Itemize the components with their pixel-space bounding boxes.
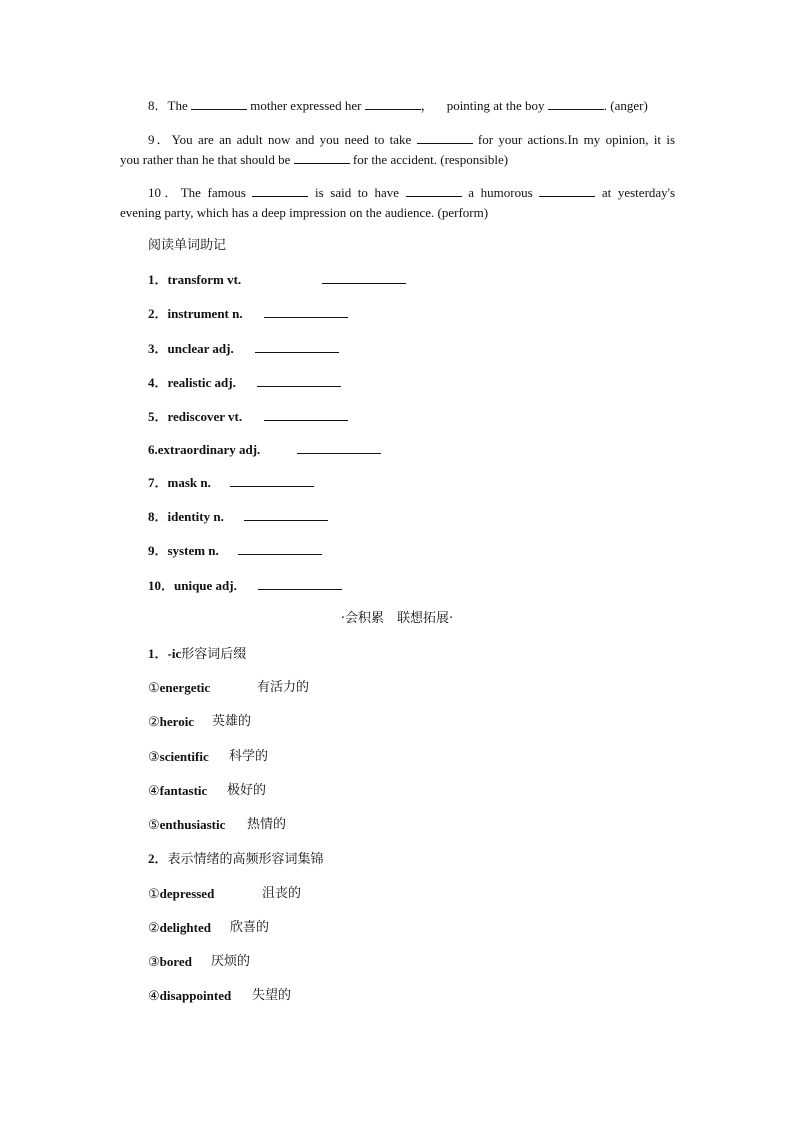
item-marker: ② (148, 714, 160, 729)
text-segment: a humorous (468, 185, 533, 200)
word-en: delighted (159, 920, 211, 935)
vocab-item (148, 441, 260, 458)
answer-blank[interactable] (406, 184, 462, 197)
word-en: depressed (159, 886, 215, 901)
word-item (148, 679, 310, 696)
word-zh: 极好的 (227, 783, 267, 798)
word-en: energetic (159, 680, 211, 695)
vocab-item (148, 340, 234, 357)
section-title: 阅读单词助记 (148, 238, 227, 253)
group-number: 2． (148, 851, 168, 866)
exercise-10-line-2 (120, 204, 488, 221)
vocab-item (148, 577, 237, 594)
text-segment: ， (420, 98, 434, 113)
center-heading: ·会积累 联想拓展· (340, 611, 454, 626)
word-en: disappointed (159, 988, 232, 1003)
word-zh: 有活力的 (257, 680, 310, 695)
answer-blank[interactable] (191, 97, 247, 110)
answer-blank[interactable] (322, 271, 406, 284)
text-segment: evening party, which has a deep impression on the audience. (perform) (120, 205, 489, 220)
word-item (148, 987, 292, 1004)
vocab-label: 3．unclear adj. (148, 341, 234, 356)
vocab-label: 8．identity n. (148, 509, 224, 524)
text-segment: You are an adult now and you need to take (171, 132, 412, 147)
text-segment: for the accident. (responsible) (352, 152, 509, 167)
word-en: enthusiastic (159, 817, 226, 832)
vocab-item (148, 508, 224, 525)
exercise-9-line-1 (120, 131, 675, 148)
text-segment: mother expressed her (250, 98, 362, 113)
vocab-label: 9．system n. (148, 543, 219, 558)
vocab-label: 6.extraordinary adj. (148, 442, 261, 457)
answer-blank[interactable] (365, 97, 421, 110)
answer-blank[interactable] (417, 131, 473, 144)
word-item (148, 748, 269, 765)
word-item (148, 919, 270, 936)
group-2-title (148, 850, 324, 868)
answer-blank[interactable] (264, 408, 348, 421)
item-marker: ⑤ (148, 817, 160, 832)
vocab-label: 2．instrument n. (148, 306, 243, 321)
text-segment: is said to have (315, 185, 400, 200)
vocab-item (148, 374, 236, 391)
exercise-8 (148, 97, 648, 114)
text-segment: for your actions.In my opinion, it is (477, 132, 676, 147)
word-item (148, 885, 302, 902)
word-item (148, 953, 251, 970)
word-zh: 热情的 (247, 817, 287, 832)
word-item (148, 713, 252, 730)
word-en: heroic (159, 714, 195, 729)
item-marker: ④ (148, 783, 160, 798)
item-marker: ③ (148, 954, 160, 969)
group-title-zh: 表示情绪的高频形容词集锦 (167, 852, 324, 867)
word-zh: 欣喜的 (230, 920, 270, 935)
item-marker: ③ (148, 749, 160, 764)
word-en: scientific (159, 749, 209, 764)
exercise-number: 8． (148, 98, 168, 113)
answer-blank[interactable] (244, 508, 328, 521)
vocab-label: 10．unique adj. (148, 578, 237, 593)
word-en: fantastic (159, 783, 208, 798)
text-segment: you rather than he that should be (120, 152, 291, 167)
answer-blank[interactable] (257, 374, 341, 387)
group-number: 1． (148, 646, 168, 661)
text-segment: pointing at the boy (446, 98, 545, 113)
answer-blank[interactable] (238, 542, 322, 555)
answer-blank[interactable] (548, 97, 604, 110)
exercise-number: 9． (148, 132, 172, 147)
vocab-item (148, 271, 241, 288)
vocab-item (148, 408, 242, 425)
word-en: bored (159, 954, 192, 969)
item-marker: ② (148, 920, 160, 935)
item-marker: ① (148, 886, 160, 901)
answer-blank[interactable] (252, 184, 308, 197)
vocab-item (148, 542, 219, 559)
vocab-label: 1．transform vt. (148, 272, 242, 287)
group-title-en: -ic (167, 646, 182, 661)
answer-blank[interactable] (255, 340, 339, 353)
exercise-number: 10． (148, 185, 181, 200)
answer-blank[interactable] (264, 305, 348, 318)
answer-blank[interactable] (258, 577, 342, 590)
word-zh: 失望的 (252, 988, 292, 1003)
word-zh: 英雄的 (212, 714, 252, 729)
word-zh: 科学的 (229, 749, 269, 764)
word-zh: 厌烦的 (211, 954, 251, 969)
text-segment: at yesterday's (601, 185, 676, 200)
exercise-10-line-1 (120, 184, 675, 201)
vocab-label: 4．realistic adj. (148, 375, 236, 390)
answer-blank[interactable] (230, 474, 314, 487)
vocab-item (148, 474, 211, 491)
answer-blank[interactable] (539, 184, 595, 197)
word-item (148, 782, 267, 799)
vocab-label: 5．rediscover vt. (148, 409, 243, 424)
word-item (148, 816, 287, 833)
text-segment: The (167, 98, 188, 113)
text-segment: . (anger) (603, 98, 648, 113)
word-zh: 沮丧的 (262, 886, 302, 901)
answer-blank[interactable] (294, 151, 350, 164)
exercise-9-line-2 (120, 151, 508, 168)
item-marker: ④ (148, 988, 160, 1003)
answer-blank[interactable] (297, 441, 381, 454)
text-segment: The famous (180, 185, 246, 200)
vocab-item (148, 305, 243, 322)
group-title-zh: 形容词后缀 (181, 647, 247, 662)
group-1-title (148, 645, 246, 663)
item-marker: ① (148, 680, 160, 695)
vocab-label: 7．mask n. (148, 475, 211, 490)
